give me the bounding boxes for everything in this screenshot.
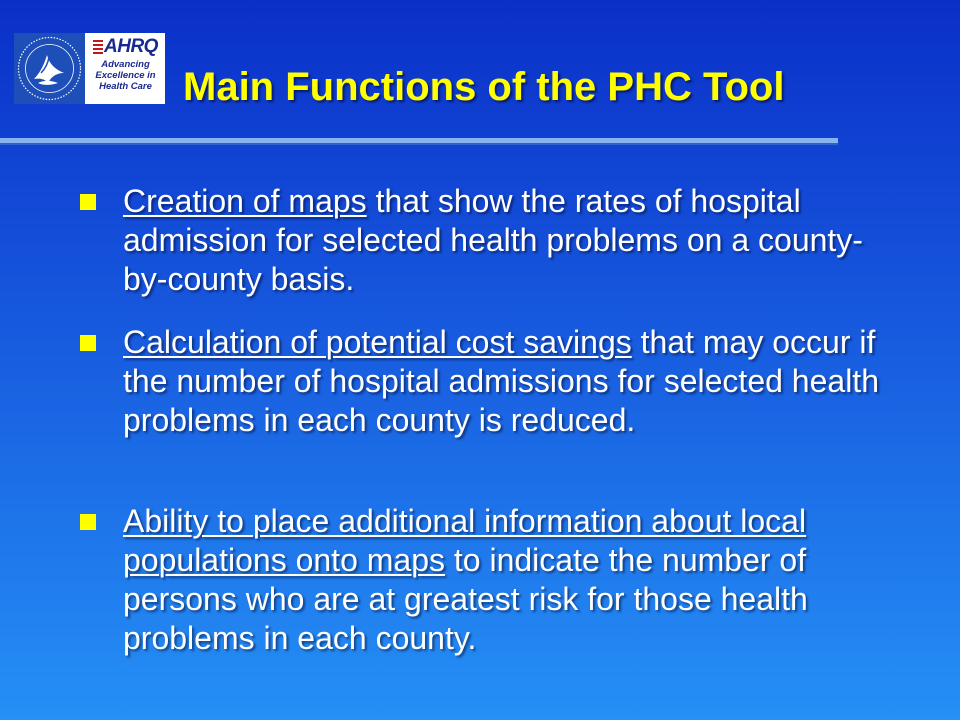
slide-title: Main Functions of the PHC Tool [183,65,785,109]
bullet-body-text: that may occur if the number of hospital admissions for selected health problems in each county is reduced. [123,324,879,438]
bullet-item-populations [80,502,900,658]
title-divider [0,138,838,145]
bullet-underlined-text: Creation of maps [123,183,367,219]
ahrq-stripes-icon [93,40,103,54]
logo-block [14,33,165,104]
ahrq-tagline: Advancing Excellence in Health Care [95,59,156,92]
ahrq-wordmark: AHRQ [104,36,158,57]
bullet-square-icon [80,194,96,210]
hhs-seal-logo [14,33,85,104]
bullet-underlined-text: Calculation of potential cost savings [123,324,632,360]
bullet-item-cost-savings [80,323,900,440]
ahrq-logo [85,33,165,104]
bullet-text [123,502,900,658]
bullet-square-icon [80,335,96,351]
bullet-body-text: that show the rates of hospital admission for selected health problems on a county-by-county basis. [123,183,863,297]
hhs-eagle-icon [14,33,85,104]
bullet-item-maps [80,182,900,299]
bullet-text [123,323,900,440]
bullet-text [123,182,900,299]
bullet-underlined-text: Ability to place additional information about local populations onto maps [123,503,807,578]
bullet-body-text: to indicate the number of persons who are at greatest risk for those health problems in each county. [123,542,808,656]
bullet-square-icon [80,514,96,530]
